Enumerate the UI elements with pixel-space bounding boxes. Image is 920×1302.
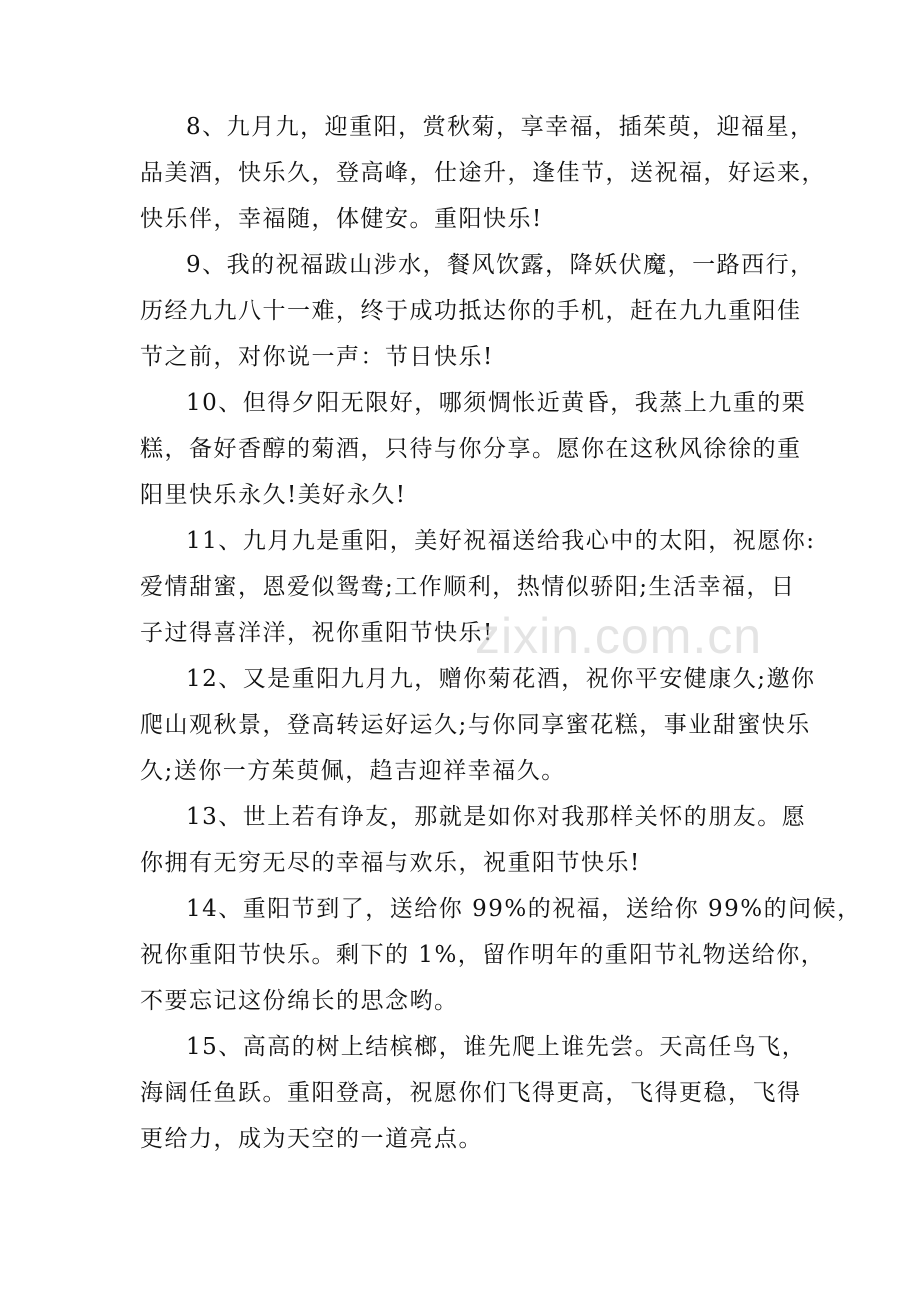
paragraph-line: 海阔任鱼跃。重阳登高，祝愿你们飞得更高，飞得更稳，飞得 [140, 1080, 802, 1106]
paragraph-line: 8、九月九，迎重阳，赏秋菊，享幸福，插茱萸，迎福星， [186, 114, 815, 140]
paragraph-13 [140, 794, 807, 886]
paragraph-line: 快乐伴，幸福随，体健安。重阳快乐! [140, 206, 543, 232]
paragraph-line: 不要忘记这份绵长的思念哟。 [140, 988, 459, 1014]
paragraph-line: 15、高高的树上结槟榔，谁先爬上谁先尝。天高任鸟飞， [186, 1034, 807, 1060]
paragraph-10 [140, 380, 807, 518]
paragraph-line: 节之前，对你说一声：节日快乐! [140, 344, 494, 370]
paragraph-line: 爱情甜蜜，恩爱似鸳鸯;工作顺利，热情似骄阳;生活幸福，日 [140, 574, 796, 600]
paragraph-line: 10、但得夕阳无限好，哪须惆怅近黄昏，我蒸上九重的栗 [186, 390, 807, 416]
paragraph-8 [140, 104, 826, 242]
paragraph-line: 14、重阳节到了，送给你 99%的祝福，送给你 99%的问候， [186, 896, 862, 922]
paragraph-line: 久;送你一方茱萸佩，趋吉迎祥幸福久。 [140, 758, 566, 784]
paragraph-9 [140, 242, 815, 380]
paragraph-line: 9、我的祝福跋山涉水，餐风饮露，降妖伏魔，一路西行， [186, 252, 815, 278]
paragraph-line: 子过得喜洋洋，祝你重阳节快乐! [140, 620, 494, 646]
paragraph-line: 品美酒，快乐久，登高峰，仕途升，逢佳节，送祝福，好运来， [140, 160, 826, 186]
paragraph-line: 12、又是重阳九月九，赠你菊花酒，祝你平安健康久;邀你 [186, 666, 816, 692]
paragraph-line: 阳里快乐永久!美好永久! [140, 482, 407, 508]
paragraph-line: 爬山观秋景，登高转运好运久;与你同享蜜花糕，事业甜蜜快乐 [140, 712, 811, 738]
watermark-text: zixin.com.cn [475, 608, 763, 664]
paragraph-15 [140, 1024, 807, 1162]
paragraph-line: 你拥有无穷无尽的幸福与欢乐，祝重阳节快乐! [140, 850, 641, 876]
paragraph-line: 11、九月九是重阳，美好祝福送给我心中的太阳，祝愿你: [186, 528, 816, 554]
paragraph-12 [140, 656, 816, 794]
paragraph-line: 更给力，成为天空的一道亮点。 [140, 1126, 483, 1152]
paragraph-line: 糕，备好香醇的菊酒，只待与你分享。愿你在这秋风徐徐的重 [140, 436, 802, 462]
paragraph-line: 祝你重阳节快乐。剩下的 1%，留作明年的重阳节礼物送给你， [140, 942, 826, 968]
paragraph-line: 13、世上若有诤友，那就是如你对我那样关怀的朋友。愿 [186, 804, 807, 830]
paragraph-line: 历经九九八十一难，终于成功抵达你的手机，赶在九九重阳佳 [140, 298, 802, 324]
paragraph-14 [140, 886, 862, 1024]
